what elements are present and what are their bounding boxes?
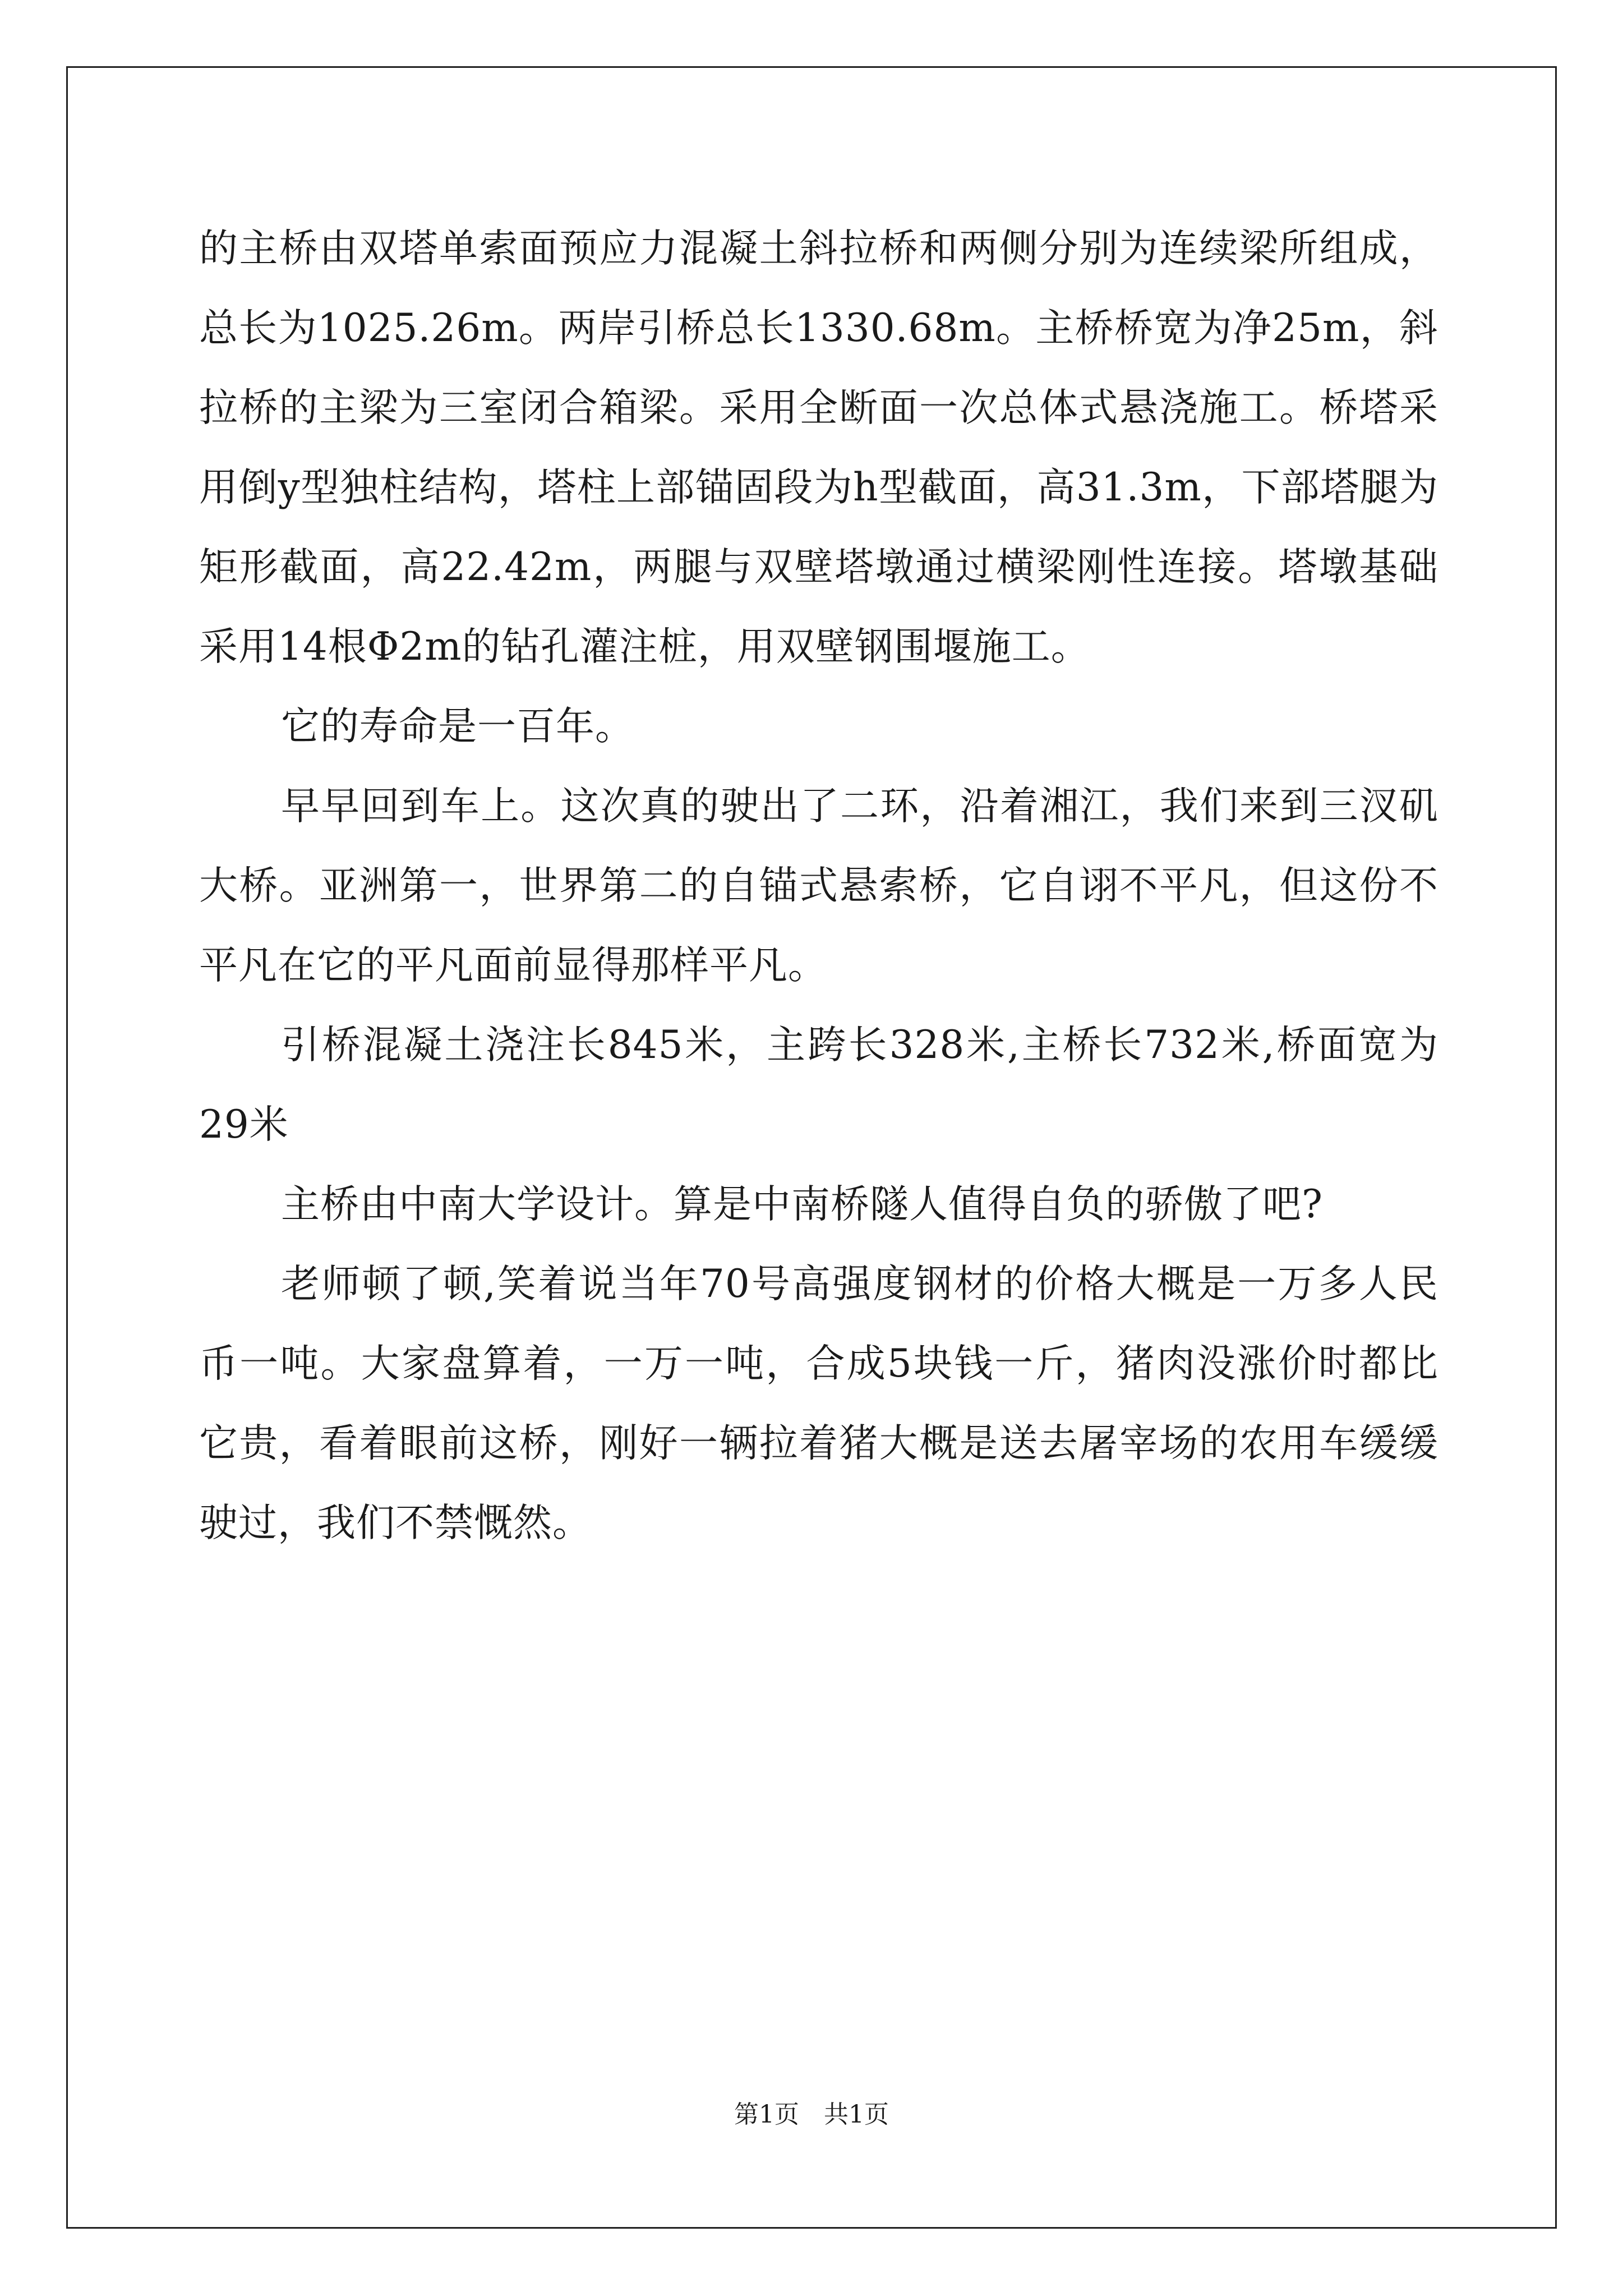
paragraph-3: 早早回到车上。这次真的驶出了二环，沿着湘江，我们来到三汊矶大桥。亚洲第一，世界第二的自锚式悬索桥，它自诩不平凡，但这份不平凡在它的平凡面前显得那样平凡。: [199, 784, 1438, 988]
paragraph-4: 引桥混凝土浇注长845米，主跨长328米,主桥长732米,桥面宽为29米: [199, 1023, 1438, 1147]
paragraph-2: 它的寿命是一百年。: [281, 704, 634, 749]
paragraph-1: 的主桥由双塔单索面预应力混凝土斜拉桥和两侧分别为连续梁所组成，总长为1025.26m。两岸引桥总长1330.68m。主桥桥宽为净25m，斜拉桥的主梁为三室闭合箱梁。采用全断面一次总体式悬浇施工。桥塔采用倒y型独柱结构，塔柱上部锚固段为h型截面，高31.3m，下部塔腿为矩形截面，高22.42m，两腿与双壁塔墩通过横梁刚性连接。塔墩基础采用14根Φ2m的钻孔灌注桩，用双壁钢围堰施工。: [199, 226, 1438, 669]
page-total: 共1页: [824, 2100, 889, 2129]
page-footer: [0, 2098, 1623, 2132]
document-body: [199, 209, 1438, 1563]
paragraph-5: 主桥由中南大学设计。算是中南桥隧人值得自负的骄傲了吧?: [281, 1182, 1323, 1227]
paragraph-6: 老师顿了顿,笑着说当年70号高强度钢材的价格大概是一万多人民币一吨。大家盘算着，一万一吨，合成5块钱一斤，猪肉没涨价时都比它贵，看着眼前这桥，刚好一辆拉着猪大概是送去屠宰场的农用车缓缓驶过，我们不禁慨然。: [199, 1262, 1438, 1545]
page-number: 第1页: [734, 2100, 799, 2129]
